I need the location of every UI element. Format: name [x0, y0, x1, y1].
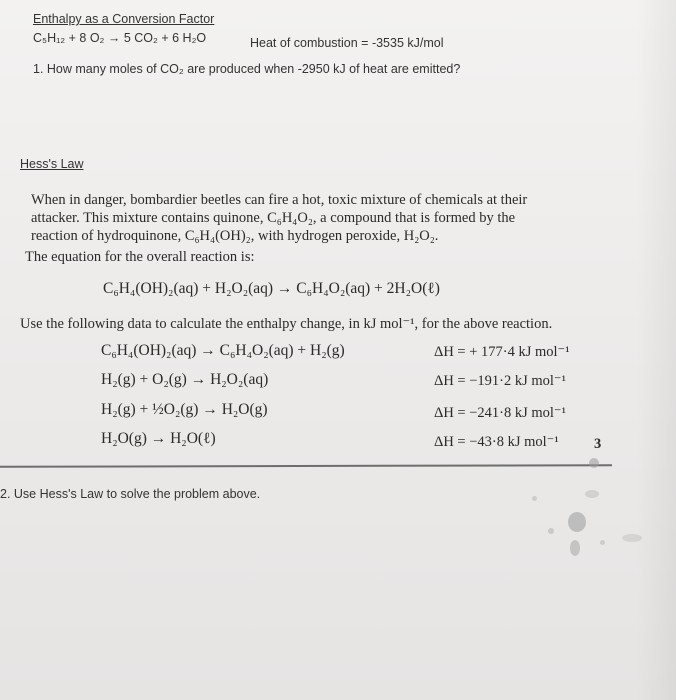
divider-line — [0, 464, 612, 468]
instruction: Use the following data to calculate the enthalpy change, in kJ mol⁻¹, for the above reaction. — [20, 316, 553, 332]
marks-number: 3 — [594, 436, 602, 452]
question-1: 1. How many moles of CO₂ are produced when -2950 kJ of heat are emitted? — [33, 62, 461, 76]
smudge-mark — [600, 540, 605, 545]
smudge-mark — [589, 458, 599, 468]
paragraph-line-1: When in danger, bombardier beetles can fire a hot, toxic mixture of chemicals at their — [31, 192, 528, 208]
combustion-equation: C₅H₁₂ + 8 O₂ → 5 CO₂ + 6 H₂O — [33, 31, 207, 45]
paragraph-line-3: reaction of hydroquinone, C₆H₄(OH)₂, with hydrogen peroxide, H₂O₂. — [31, 228, 439, 244]
question-2: 2. Use Hess's Law to solve the problem above. — [0, 487, 261, 501]
smudge-mark — [570, 540, 580, 556]
step-2-reaction: H₂(g) + O₂(g) → H₂O₂(aq) — [101, 371, 269, 388]
heat-of-combustion: Heat of combustion = -3535 kJ/mol — [250, 36, 444, 50]
smudge-mark — [585, 490, 599, 498]
step-4-reaction: H₂O(g) → H₂O(ℓ) — [101, 430, 216, 447]
step-4-enthalpy: ΔH = −43·8 kJ mol⁻¹ — [434, 434, 559, 450]
step-1-enthalpy: ΔH = + 177·4 kJ mol⁻¹ — [434, 344, 570, 360]
overall-equation: C₆H₄(OH)₂(aq) + H₂O₂(aq) → C₆H₄O₂(aq) + 2H₂O(ℓ) — [103, 280, 440, 297]
step-3-enthalpy: ΔH = −241·8 kJ mol⁻¹ — [434, 405, 566, 421]
section-title-hess: Hess's Law — [20, 157, 84, 171]
paragraph-line-2: attacker. This mixture contains quinone, C₆H₄O₂, a compound that is formed by the — [31, 210, 516, 226]
smudge-mark — [568, 512, 586, 532]
overall-reaction-label: The equation for the overall reaction is: — [25, 249, 255, 265]
section-title-enthalpy: Enthalpy as a Conversion Factor — [33, 12, 215, 26]
smudge-mark — [548, 528, 554, 534]
page-edge-shadow — [636, 0, 676, 700]
smudge-mark — [532, 496, 537, 501]
step-2-enthalpy: ΔH = −191·2 kJ mol⁻¹ — [434, 373, 566, 389]
step-1-reaction: C₆H₄(OH)₂(aq) → C₆H₄O₂(aq) + H₂(g) — [101, 342, 345, 359]
step-3-reaction: H₂(g) + ½O₂(g) → H₂O(g) — [101, 401, 268, 418]
